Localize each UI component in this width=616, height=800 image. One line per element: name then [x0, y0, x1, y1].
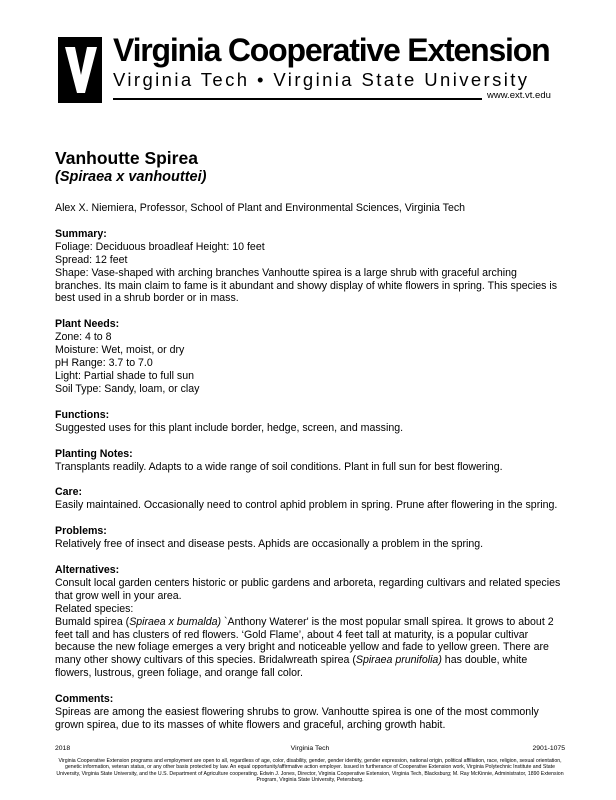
footer-year: 2018: [55, 745, 71, 752]
page-footer: [55, 744, 565, 784]
alternatives-intro: Consult local garden centers historic or public gardens and arboreta, regarding cultivars and related species that grow well in your area.: [55, 576, 561, 602]
document-body: [55, 148, 565, 732]
planting-notes-section: [55, 448, 565, 474]
scientific-name: (Spiraea x vanhouttei): [55, 169, 207, 185]
plant-needs-line: Moisture: Wet, moist, or dry: [55, 344, 185, 357]
planting-notes-heading: Planting Notes:: [55, 447, 133, 460]
functions-heading: Functions:: [55, 408, 110, 421]
comments-section: [55, 693, 565, 732]
plant-needs-section: [55, 318, 565, 395]
footer-institution: Virginia Tech: [290, 745, 330, 752]
problems-section: [55, 525, 565, 551]
care-section: [55, 486, 565, 512]
author-line: Alex X. Niemiera, Professor, School of Plant and Environmental Sciences, Virginia Tech: [55, 202, 466, 214]
plant-needs-line: Soil Type: Sandy, loam, or clay: [55, 382, 200, 395]
plant-needs-line: Zone: 4 to 8: [55, 331, 112, 344]
plant-needs-line: pH Range: 3.7 to 7.0: [55, 357, 153, 370]
org-title: Virginia Cooperative Extension: [113, 32, 550, 68]
summary-line: Spread: 12 feet: [55, 253, 128, 266]
planting-notes-text: Transplants readily. Adapts to a wide range of soil conditions. Plant in full sun for best flowering.: [55, 460, 503, 473]
related-species-label: Related species:: [55, 602, 134, 615]
vce-logo-icon: [55, 35, 105, 105]
species-name: Spiraea prunifolia): [355, 654, 442, 667]
species-name: Spiraea x bumalda): [129, 615, 222, 628]
equal-opportunity-notice: Virginia Cooperative Extension programs and employment are open to all, regardless of age, color, disability, gender, gender identity, gender expression, national origin, political affiliation, race, religion, sexual orientation, genetic information, veteran status, or any other basis protected by law. An equal opportunity/affirmative action employer. Issued in furtherance of Cooperative Extension work, Virginia Polytechnic Institute and State University, Virginia State University, and the U.S. Department of Agriculture cooperating. Edwin J. Jones, Director, Virginia Cooperative Extension, Virginia Tech, Blacksburg; M. Ray McKinnie, Administrator, 1890 Extension Program, Virginia State University, Petersburg.: [56, 758, 564, 784]
summary-line: Shape: Vase-shaped with arching branches Vanhoutte spirea is a large shrub with graceful arching branches. Its main claim to fame is it abundant and showy display of white flowers in spring. This species is best used in a shrub border or in mass.: [55, 266, 558, 305]
related-text-part: has double, white flowers, lustrous, green foliage, and orange fall color.: [55, 654, 528, 680]
website-url: www.ext.vt.edu: [487, 90, 551, 101]
related-species-text: [55, 616, 565, 681]
summary-section: [55, 228, 565, 305]
plant-needs-heading: Plant Needs:: [55, 318, 120, 331]
plant-needs-line: Light: Partial shade to full sun: [55, 369, 194, 382]
functions-section: [55, 409, 565, 435]
org-subtitle: Virginia Tech • Virginia State University: [113, 69, 530, 90]
summary-line: Foliage: Deciduous broadleaf Height: 10 feet: [55, 240, 265, 253]
publication-number: 2901-1075: [532, 745, 565, 752]
page-title: Vanhoutte Spirea: [55, 148, 198, 168]
masthead: [113, 32, 573, 92]
problems-heading: Problems:: [55, 525, 107, 538]
comments-text: Spireas are among the easiest flowering shrubs to grow. Vanhoutte spirea is one of the most commonly grown spirea, due to its masses of white flowers and graceful, arching growth habit.: [55, 706, 539, 731]
alternatives-heading: Alternatives:: [55, 564, 120, 577]
functions-text: Suggested uses for this plant include border, hedge, screen, and massing.: [55, 421, 404, 434]
problems-text: Relatively free of insect and disease pests. Aphids are occasionally a problem in the spring.: [55, 538, 484, 551]
care-heading: Care:: [55, 486, 83, 499]
summary-heading: Summary:: [55, 227, 107, 240]
care-text: Easily maintained. Occasionally need to control aphid problem in spring. Prune after flowering in the spring.: [55, 499, 558, 512]
alternatives-section: [55, 564, 565, 680]
masthead-divider: [113, 98, 482, 100]
comments-heading: Comments:: [55, 693, 114, 706]
related-text-part: Bumald spirea (: [55, 615, 130, 628]
related-text-part: `Anthony Waterer' is the most popular small spirea. It grows to about 2 feet tall and has clusters of red flowers. ‘Gold Flame’, about 4 feet tall at maturity, is a popular cultivar because the new foliage emerges a very bright and noticeable yellow and fade to yellow green. There are many other showy cultivars of this species. Bridalwreath spirea (: [55, 615, 554, 667]
